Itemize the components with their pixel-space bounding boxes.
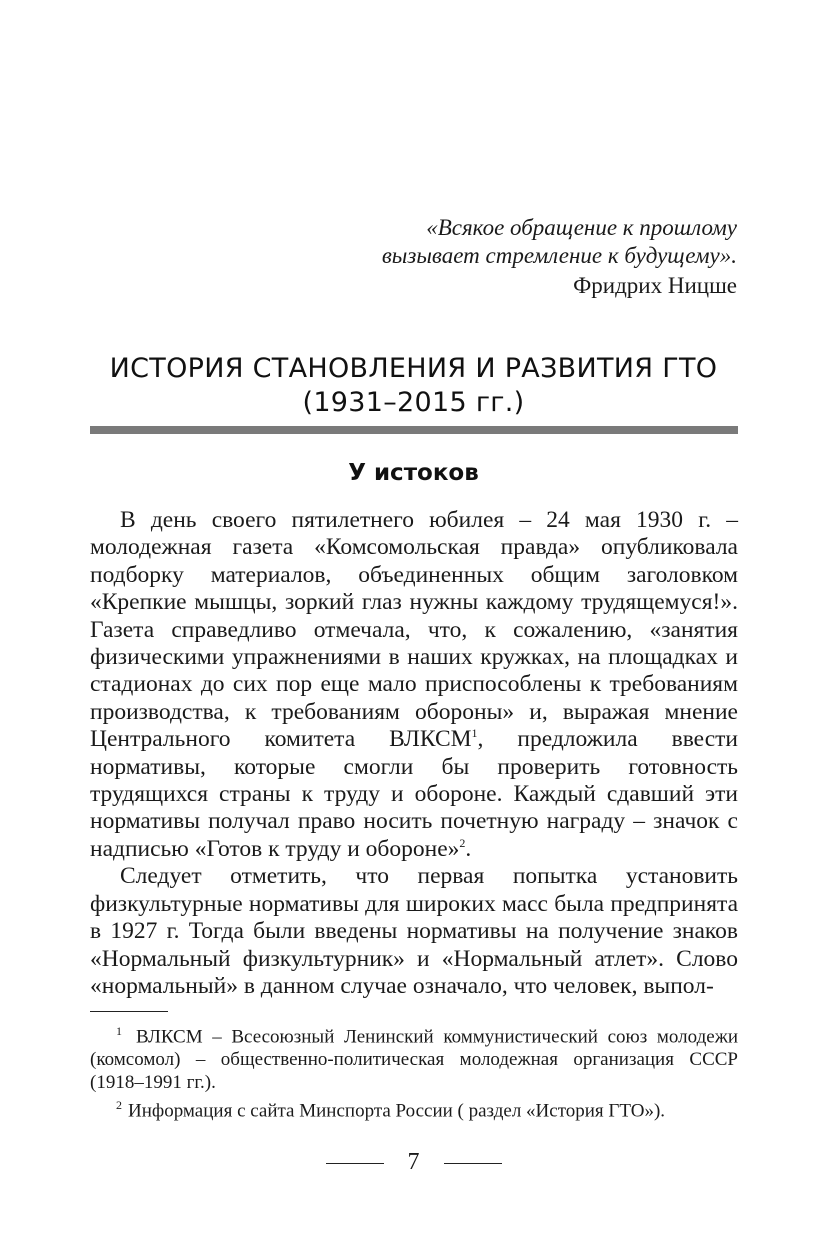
footnote-2-text: Информация с сайта Минспорта России ( раздел «История ГТО»). <box>128 1100 666 1122</box>
paragraph-2: Следует отметить, что первая попытка установить физкультурные нормативы для широких масс была предпринята в 1927 г. Тогда были введены нормативы на получение знаков «Нормальный физкультурник» и «Нормальный атлет». Слово «нормальный» в данном случае означало, что человек, выпол- <box>90 863 738 999</box>
epigraph <box>382 214 737 300</box>
epigraph-author: Фридрих Ницше <box>573 273 737 298</box>
chapter-title <box>0 352 827 420</box>
epigraph-quote-line-1: «Всякое обращение к прошлому <box>426 215 737 240</box>
epigraph-quote-line-2: вызывает стремление к будущему». <box>381 243 737 268</box>
footnote-ref-1[interactable]: 1 <box>471 726 478 741</box>
section-title: У истоков <box>348 460 479 486</box>
paragraph-1 <box>90 507 738 863</box>
footnote-1-text: ВЛКСМ – Всесоюзный Ленинский коммунистический союз молодежи (комсомол) – общественно-политическая молодежная организация СССР (1918–1991 гг.). <box>90 1026 738 1094</box>
body-text <box>90 507 738 1000</box>
footnote-1-number: 1 <box>116 1024 122 1038</box>
paragraph-1-part-b: , предложила ввести нормативы, которые смогли бы проверить готовность трудящихся страны к труду и обороне. Каждый сдавший эти нормативы получал право носить почетную награду – значок с надписью «Готов к труду и обороне» <box>90 726 738 862</box>
footnotes <box>90 1020 738 1123</box>
footnote-ref-2[interactable]: 2 <box>459 836 466 851</box>
paragraph-1-part-c: . <box>465 835 472 862</box>
chapter-title-line-2: (1931–2015 гг.) <box>302 387 525 418</box>
page-number-line-right <box>444 1163 502 1164</box>
chapter-title-line-1: ИСТОРИЯ СТАНОВЛЕНИЯ И РАЗВИТИЯ ГТО <box>109 353 718 384</box>
footnote-2-number: 2 <box>116 1098 122 1113</box>
page-number-line-left <box>326 1163 384 1164</box>
footnote-1 <box>90 1020 738 1094</box>
page-footer <box>0 1148 827 1176</box>
chapter-divider <box>90 426 738 434</box>
paragraph-1-part-a: В день своего пятилетнего юбилея – 24 мая 1930 г. – молодежная газета «Комсомольская правда» опубликовала подборку материалов, объединенных общим заголовком «Крепкие мышцы, зоркий глаз нужны каждому трудящемуся!». Газета справедливо отмечала, что, к сожалению, «занятия физическими упражнениями в наших кружках, на площадках и стадионах до сих пор еще мало приспособлены к требованиям производства, к требованиям обороны» и, выражая мнение Центрального комитета ВЛКСМ <box>90 507 738 753</box>
footnote-separator <box>90 1011 168 1012</box>
footnote-2 <box>90 1094 738 1122</box>
page-number: 7 <box>407 1149 420 1175</box>
